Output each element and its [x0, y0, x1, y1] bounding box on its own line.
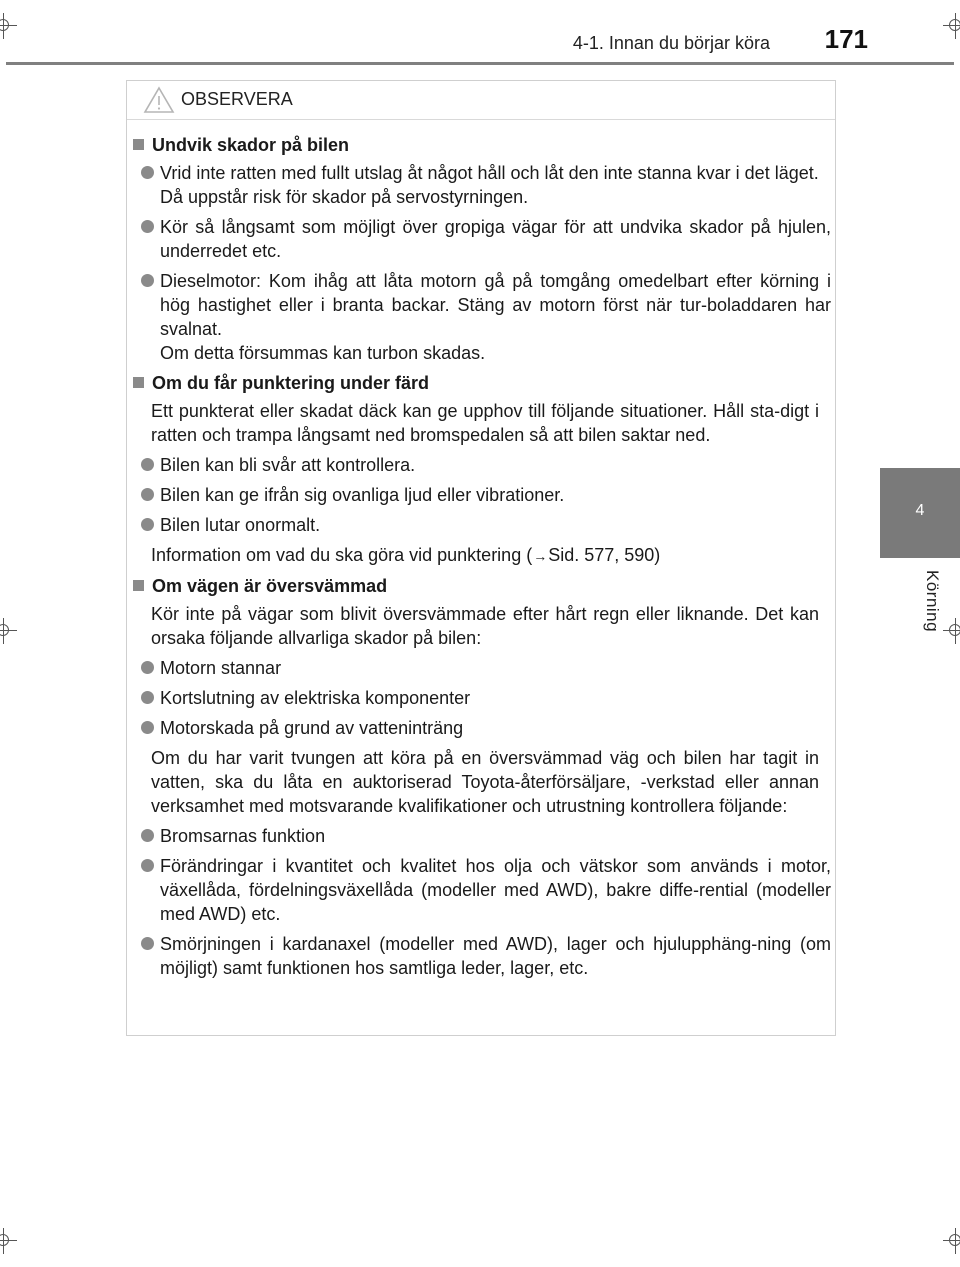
notice-title: OBSERVERA	[181, 89, 293, 109]
crop-mark-icon	[943, 1228, 960, 1254]
circle-bullet-icon	[141, 691, 154, 704]
bullet-text	[160, 932, 831, 980]
bullet-item	[141, 824, 831, 848]
bullet-text	[160, 483, 831, 507]
paragraph	[151, 746, 819, 818]
bullet-item	[141, 453, 831, 477]
paragraph	[151, 399, 819, 447]
header-section-title: 4-1. Innan du börjar köra	[572, 33, 770, 53]
bullet-item	[141, 513, 831, 537]
notice-section	[131, 574, 831, 980]
text-line: Kortslutning av elektriska komponenter	[160, 688, 471, 708]
bullet-text	[160, 716, 831, 740]
crop-mark-icon	[0, 1228, 17, 1254]
bullet-item	[141, 932, 831, 980]
text-line: Motorskada på grund av vatteninträng	[160, 718, 464, 738]
text-line: Då uppstår risk för skador på servostyrningen.	[160, 187, 529, 207]
notice-content	[131, 133, 831, 986]
bullet-text	[160, 215, 831, 263]
square-marker-icon	[133, 139, 144, 150]
circle-bullet-icon	[141, 937, 154, 950]
bullet-item	[141, 269, 831, 365]
bullet-text	[160, 453, 831, 477]
notice-header	[127, 81, 835, 120]
bullet-text	[160, 656, 831, 680]
section-title	[131, 133, 831, 157]
text-line: Dieselmotor: Kom ihåg att låta motorn gå på tomgång omedelbart efter körning i hög hastighet eller i branta backar. Stäng av motorn först när tur-boladdaren har svalnat.	[160, 271, 831, 339]
text-line: Bilen kan ge ifrån sig ovanliga ljud eller vibrationer.	[160, 485, 565, 505]
page-header	[0, 24, 960, 64]
section-title	[131, 371, 831, 395]
crop-mark-icon	[0, 618, 17, 644]
chapter-tab[interactable]	[880, 468, 960, 558]
bullet-text	[160, 824, 831, 848]
text-line: Om du har varit tvungen att köra på en översvämmad väg och bilen har tagit in vatten, ska du låta en auktoriserad Toyota-återförsäljare, -verkstad eller annan verksamhet med motsvarande kvalifikationer och utrustning kontrollera följande:	[151, 748, 819, 816]
text-line: Vrid inte ratten med fullt utslag åt något håll och låt den inte stanna kvar i det läget.	[160, 163, 819, 183]
circle-bullet-icon	[141, 220, 154, 233]
circle-bullet-icon	[141, 661, 154, 674]
bullet-text	[160, 854, 831, 926]
notice-section	[131, 133, 831, 365]
bullet-text	[160, 686, 831, 710]
circle-bullet-icon	[141, 518, 154, 531]
circle-bullet-icon	[141, 166, 154, 179]
bullet-item	[141, 161, 831, 209]
chapter-label: Körning	[923, 570, 942, 633]
header-rule	[6, 62, 954, 65]
chapter-number: 4	[915, 502, 925, 519]
section-title-text: Undvik skador på bilen	[152, 135, 350, 155]
crop-mark-icon	[943, 618, 960, 644]
reference-link[interactable]: Sid. 577, 590)	[548, 545, 661, 565]
text-line: Motorn stannar	[160, 658, 282, 678]
bullet-text	[160, 161, 831, 209]
text-line: Bilen kan bli svår att kontrollera.	[160, 455, 416, 475]
text-line: Förändringar i kvantitet och kvalitet hos olja och vätskor som används i motor, växellåda, fördelningsväxellåda (modeller med AWD), bakre diffe-rential (modeller med AWD) etc.	[160, 856, 831, 924]
bullet-item	[141, 483, 831, 507]
notice-section	[131, 371, 831, 568]
arrow-right-icon: →	[533, 548, 548, 564]
bullet-item	[141, 716, 831, 740]
notice-box	[126, 80, 836, 1036]
page-number: 171	[824, 24, 868, 54]
bullet-item	[141, 854, 831, 926]
text-line: Ett punkterat eller skadat däck kan ge upphov till följande situationer. Håll sta-digt i ratten och trampa långsamt ned bromspedalen så att bilen saktar ned.	[151, 401, 819, 445]
circle-bullet-icon	[141, 721, 154, 734]
bullet-text	[160, 269, 831, 365]
page-reference	[151, 543, 819, 568]
text-line: Kör så långsamt som möjligt över gropiga vägar för att undvika skador på hjulen, underredet etc.	[160, 217, 831, 261]
circle-bullet-icon	[141, 488, 154, 501]
text-line: Om detta försummas kan turbon skadas.	[160, 343, 486, 363]
text-line: Kör inte på vägar som blivit översvämmade efter hårt regn eller liknande. Det kan orsaka följande allvarliga skador på bilen:	[151, 604, 819, 648]
bullet-item	[141, 215, 831, 263]
section-title-text: Om vägen är översvämmad	[152, 576, 388, 596]
circle-bullet-icon	[141, 829, 154, 842]
square-marker-icon	[133, 580, 144, 591]
text-line: Bromsarnas funktion	[160, 826, 326, 846]
text-line: Smörjningen i kardanaxel (modeller med AWD), lager och hjulupphäng-ning (om möjligt) samt funktionen hos samtliga leder, lager, etc.	[160, 934, 831, 978]
square-marker-icon	[133, 377, 144, 388]
text-line: Bilen lutar onormalt.	[160, 515, 321, 535]
paragraph	[151, 602, 819, 650]
circle-bullet-icon	[141, 458, 154, 471]
circle-bullet-icon	[141, 274, 154, 287]
section-title-text: Om du får punktering under färd	[152, 373, 430, 393]
warning-triangle-icon	[143, 86, 175, 114]
section-title	[131, 574, 831, 598]
bullet-text	[160, 513, 831, 537]
bullet-item	[141, 656, 831, 680]
reference-prefix: Information om vad du ska göra vid punktering (	[151, 545, 533, 565]
circle-bullet-icon	[141, 859, 154, 872]
bullet-item	[141, 686, 831, 710]
